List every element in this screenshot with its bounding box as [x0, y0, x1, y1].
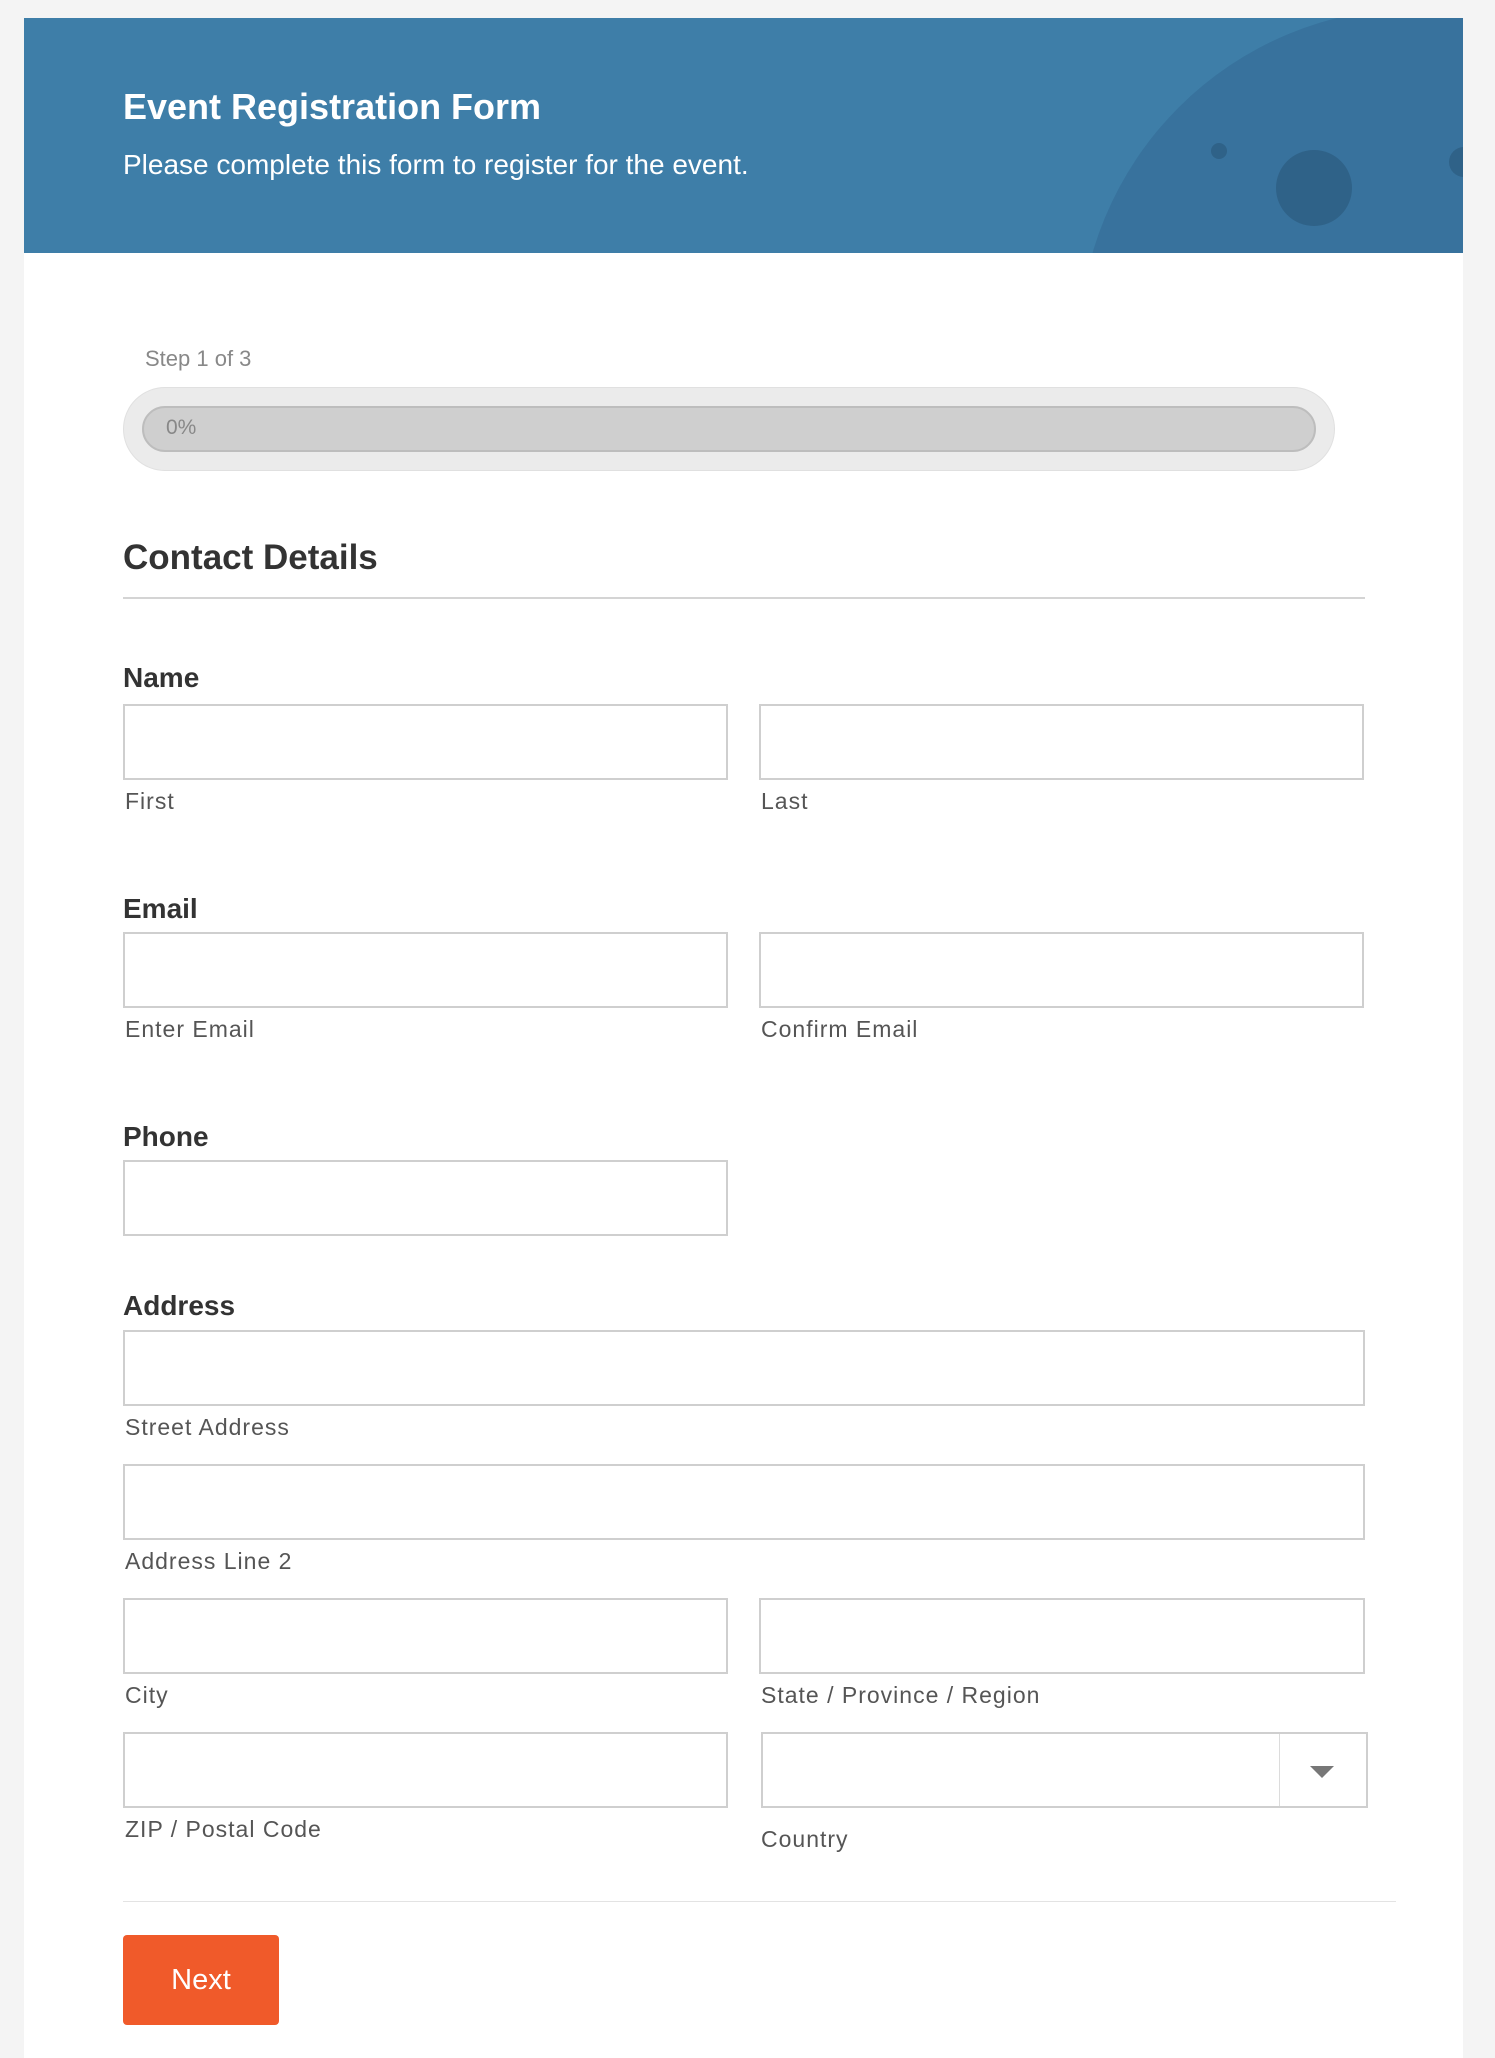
- form-subtitle: Please complete this form to register for the event.: [123, 149, 749, 180]
- section-divider: [123, 597, 1365, 599]
- email-input[interactable]: [123, 932, 728, 1008]
- phone-input[interactable]: [123, 1160, 728, 1236]
- next-button[interactable]: Next: [123, 1935, 279, 2025]
- progress-percent: 0%: [166, 416, 197, 439]
- first-name-input[interactable]: [123, 704, 728, 780]
- form-card: [24, 18, 1463, 2058]
- country-select[interactable]: [761, 1732, 1368, 1808]
- progress-bar: [123, 387, 1335, 471]
- last-name-sublabel: Last: [761, 788, 809, 814]
- progress-track: [142, 406, 1316, 452]
- phone-label: Phone: [123, 1121, 209, 1152]
- name-label: Name: [123, 662, 200, 693]
- step-indicator: Step 1 of 3: [145, 346, 252, 371]
- address-line2-input[interactable]: [123, 1464, 1365, 1540]
- confirm-email-input[interactable]: [759, 932, 1364, 1008]
- city-input[interactable]: [123, 1598, 728, 1674]
- form-header: [24, 18, 1463, 253]
- state-input[interactable]: [759, 1598, 1365, 1674]
- address-label: Address: [123, 1290, 236, 1321]
- zip-sublabel: ZIP / Postal Code: [125, 1816, 322, 1842]
- city-sublabel: City: [125, 1682, 169, 1708]
- first-name-sublabel: First: [125, 788, 175, 814]
- enter-email-sublabel: Enter Email: [125, 1016, 255, 1042]
- street-address-input[interactable]: [123, 1330, 1365, 1406]
- section-title: Contact Details: [123, 538, 378, 577]
- decorative-planet-graphic: [24, 18, 1463, 253]
- state-sublabel: State / Province / Region: [761, 1682, 1041, 1708]
- form-title: Event Registration Form: [123, 86, 542, 127]
- footer-divider: [123, 1901, 1396, 1902]
- last-name-input[interactable]: [759, 704, 1364, 780]
- zip-input[interactable]: [123, 1732, 728, 1808]
- address-line2-sublabel: Address Line 2: [125, 1548, 293, 1574]
- street-address-sublabel: Street Address: [125, 1414, 290, 1440]
- chevron-down-icon[interactable]: [1310, 1766, 1334, 1778]
- country-sublabel: Country: [761, 1826, 849, 1852]
- confirm-email-sublabel: Confirm Email: [761, 1016, 919, 1042]
- email-label: Email: [123, 893, 198, 924]
- country-select-divider: [1279, 1734, 1280, 1806]
